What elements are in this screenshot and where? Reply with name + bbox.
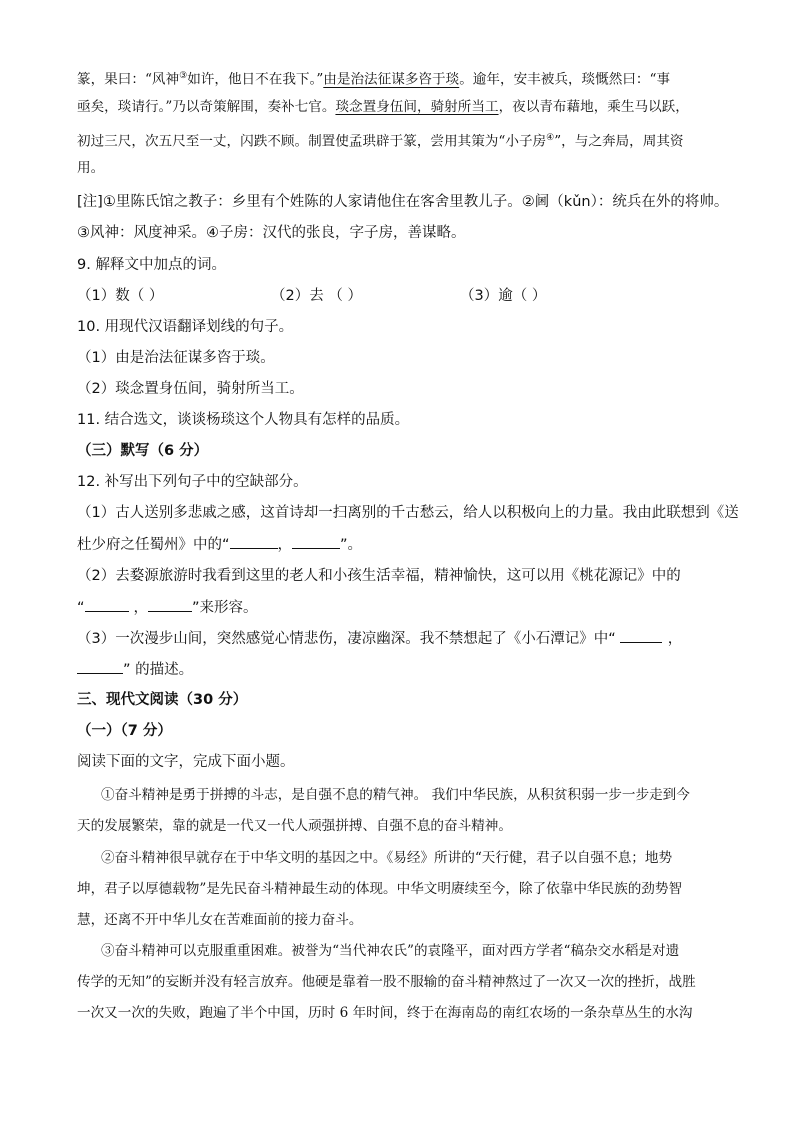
answer-blank[interactable] [620, 628, 662, 643]
note-line-1: [注]①里陈氏馆之教子：乡里有个姓陈的人家请他住在客舍里教儿子。②阃（kǔn）：统兵在外的将帅。 [77, 194, 729, 210]
passage-b-p3-line-2: 传学的无知”的妄断并没有轻言放弃。他硬是靠着一股不服输的奋斗精神熬过了一次又一次的挫折，战胜 [77, 974, 696, 990]
note-line-2: ③风神：风度神采。④子房：汉代的张良，字子房，善谋略。 [77, 225, 466, 241]
passage-b-p2-line-1: ②奋斗精神很早就存在于中华文明的基因之中。《易经》所讲的“天行健，君子以自强不息；地势 [101, 850, 673, 866]
passage-a-line-2: 亟矣，琰请行。”乃以奇策解围，奏补七官。琰念置身伍间，骑射所当工，夜以青布藉地，乘生马以跃， [77, 99, 689, 115]
passage-a-line-1: 篆，果曰：“风神③如许，他日不在我下。”由是治法征谋多咨于琰。逾年，安丰被兵，琰慨然曰：“事 [77, 71, 671, 88]
passage-b-p1-line-2: 天的发展繁荣，靠的就是一代又一代人顽强拼搏、自强不息的奋斗精神。 [77, 818, 512, 834]
passage-a-line-3: 初过三尺，次五尺至一丈，闪跌不顾。制置使孟珙辟于篆，尝用其策为“小子房④”，与之奔局，周其资 [77, 133, 684, 150]
reading-instruction: 阅读下面的文字，完成下面小题。 [77, 754, 295, 770]
passage-b-p3-line-3: 一次又一次的失败，跑遍了半个中国，历时 6 年时间，终于在海南岛的南红农场的一条杂草丛生的水沟 [77, 1005, 693, 1021]
passage-a-line-4: 用。 [77, 160, 105, 176]
answer-blank[interactable] [148, 597, 192, 612]
question-9-item-2: （2）去 （ ） [271, 288, 362, 304]
question-12-item-1-line-2: 杜少府之任蜀州》中的“ ， ”。 [77, 534, 362, 555]
passage-b-p2-line-2: 坤，君子以厚德载物”是先民奋斗精神最生动的体现。中华文明赓续至今，除了依靠中华民族的劲势智 [77, 881, 683, 897]
question-11-stem: 11. 结合选文，谈谈杨琰这个人物具有怎样的品质。 [77, 412, 410, 428]
question-10-item-1: （1）由是治法征谋多咨于琰。 [77, 350, 275, 366]
question-9-item-3: （3）逾（ ） [460, 288, 547, 304]
question-12-item-3-line-2: ” 的描述。 [77, 659, 193, 680]
passage-b-p1-line-1: ①奋斗精神是勇于拼搏的斗志，是自强不息的精气神。 我们中华民族，从积贫积弱一步一步走到今 [101, 787, 690, 803]
answer-blank[interactable] [230, 534, 278, 549]
underlined-sentence-2: 琰念置身伍间，骑射所当工 [335, 99, 499, 115]
subsection-one-heading: （一）（7 分） [77, 723, 172, 739]
answer-blank[interactable] [292, 534, 340, 549]
question-12-stem: 12. 补写出下列句子中的空缺部分。 [77, 474, 308, 490]
passage-b-p3-line-1: ③奋斗精神可以克服重重困难。被誉为“当代神农氏”的袁隆平，面对西方学者“稿杂交水稻是对遗 [101, 943, 680, 959]
question-12-item-3-line-1: （3）一次漫步山间，突然感觉心情悲伤，凄凉幽深。我不禁想起了《小石潭记》中“ ， [77, 628, 682, 649]
section-modern-reading-heading: 三、现代文阅读（30 分） [77, 692, 248, 708]
underlined-sentence-1: 由是治法征谋多咨于琰 [323, 71, 460, 88]
question-9-stem: 9. 解释文中加点的词。 [77, 257, 226, 273]
section-dictation-heading: （三）默写（6 分） [77, 443, 209, 459]
question-10-item-2: （2）琰念置身伍间，骑射所当工。 [77, 381, 304, 397]
question-9-item-1: （1）数（ ） [77, 288, 164, 304]
question-12-item-2-line-2: “ ， ”来形容。 [77, 597, 258, 618]
question-12-item-1-line-1: （1）古人送别多悲戚之感，这首诗却一扫离别的千古愁云，给人以积极向上的力量。我由此联想到《送 [77, 505, 739, 521]
answer-blank[interactable] [85, 597, 129, 612]
answer-blank[interactable] [77, 659, 123, 674]
question-10-stem: 10. 用现代汉语翻译划线的句子。 [77, 319, 294, 335]
question-12-item-2-line-1: （2）去婺源旅游时我看到这里的老人和小孩生活幸福，精神愉快，这可以用《桃花源记》中的 [77, 568, 681, 584]
passage-b-p2-line-3: 慧，还离不开中华儿女在苦难面前的接力奋斗。 [77, 912, 363, 928]
